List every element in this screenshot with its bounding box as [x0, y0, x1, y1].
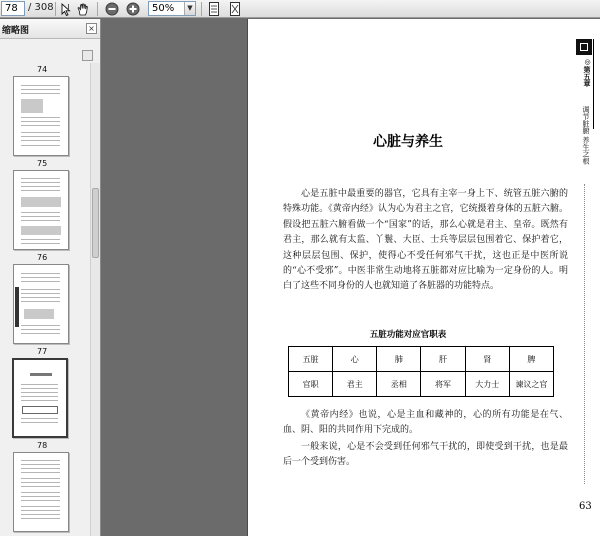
body-paragraph: 《黄帝内经》也说，心是主血和藏神的，心的所有功能是在气、血、阴、阳的共同作用下完成的。	[283, 410, 568, 436]
chapter-marker	[576, 39, 592, 55]
section-title: 心脏与养生	[373, 134, 443, 150]
document-view[interactable]	[102, 19, 600, 536]
table-row	[289, 347, 554, 372]
thumbnail-page-77[interactable]	[12, 358, 68, 438]
zoom-level-value: 50%	[152, 3, 175, 14]
zoom-level-select[interactable]	[148, 1, 196, 16]
scrollbar-thumb[interactable]	[92, 188, 99, 258]
toolbar-divider	[55, 2, 56, 16]
toolbar-divider	[97, 2, 98, 16]
table-cell: 肺	[377, 347, 421, 372]
thumbnail-label: 77	[37, 347, 48, 356]
select-tool-button[interactable]	[59, 1, 73, 17]
page-total: / 308	[28, 2, 54, 13]
thumbnails-panel	[0, 19, 101, 536]
thumbnail-label: 75	[37, 159, 48, 168]
body-paragraph: 一般来说，心是不会受到任何邪气干扰的，即使受到干扰，也是最后一个受到伤害。	[283, 442, 568, 468]
page-number: 63	[579, 501, 592, 512]
table-cell: 君主	[333, 372, 377, 397]
table-cell: 谏议之官	[509, 372, 553, 397]
thumbnail-label: 74	[37, 65, 48, 74]
close-icon[interactable]: ×	[86, 23, 97, 34]
cursor-arrow-icon	[61, 3, 72, 16]
hand-icon	[77, 3, 89, 16]
thumbnail-label: 78	[37, 441, 48, 450]
single-page-view-button[interactable]	[206, 1, 222, 17]
table-cell: 肝	[421, 347, 465, 372]
minus-circle-icon	[105, 2, 119, 16]
organ-office-table	[288, 346, 554, 397]
hand-tool-button[interactable]	[76, 1, 90, 17]
toolbar-divider	[201, 2, 202, 16]
panel-header	[0, 19, 100, 39]
table-cell: 丞相	[377, 372, 421, 397]
document-page	[247, 19, 600, 536]
toolbar	[0, 0, 600, 18]
fit-page-button[interactable]	[227, 1, 243, 17]
thumbnail-page-75[interactable]	[13, 170, 69, 250]
thumbnail-label: 76	[37, 253, 48, 262]
page-number-input[interactable]: 78	[1, 1, 25, 16]
chevron-down-icon[interactable]: ▼	[184, 2, 195, 15]
thumbnail-list	[0, 63, 101, 536]
side-rule	[593, 39, 594, 129]
zoom-out-button[interactable]	[104, 1, 120, 17]
page-view-icon	[208, 2, 220, 16]
panel-options-button[interactable]	[82, 50, 93, 61]
body-paragraph: 心是五脏中最重要的器官，它具有主宰一身上下、统管五脏六腑的特殊功能。《黄帝内经》认为心为君主之官，它统摄着身体的五脏六腑。假设把五脏六腑看做一个“国家”的话，那么心就是君主、皇帝。既然有君主，那么就有太监、丫鬟、大臣、士兵等层层包围着它、保护着它，这种层层包围、保护，使得心不受任何邪气干扰，这也正是中医所说的“心不受邪”。中医非常生动地将五脏都对应比喻为一定身份的人。明白了这些不同身份的人也就知道了各脏器的功能特点。	[283, 189, 568, 292]
table-cell: 脾	[509, 347, 553, 372]
panel-title: 缩略图	[2, 26, 30, 36]
table-cell: 官职	[289, 372, 333, 397]
table-cell: 心	[333, 347, 377, 372]
thumbnail-page-74[interactable]	[13, 76, 69, 156]
side-dotted-rule	[584, 184, 585, 484]
thumbnail-page-76[interactable]	[13, 264, 69, 344]
zoom-in-button[interactable]	[125, 1, 141, 17]
table-cell: 五脏	[289, 347, 333, 372]
thumbnail-scrollbar[interactable]	[90, 63, 100, 536]
thumbnail-page-78[interactable]	[13, 452, 69, 532]
table-cell: 大力士	[465, 372, 509, 397]
table-title: 五脏功能对应官职表	[369, 330, 447, 340]
table-cell: 肾	[465, 347, 509, 372]
plus-circle-icon	[126, 2, 140, 16]
side-chapter-label: ◎第五章	[583, 57, 592, 87]
fit-page-icon	[229, 2, 241, 16]
table-cell: 将军	[421, 372, 465, 397]
side-section-label: 调节脏腑 养生之根	[582, 106, 590, 165]
table-row	[289, 372, 554, 397]
